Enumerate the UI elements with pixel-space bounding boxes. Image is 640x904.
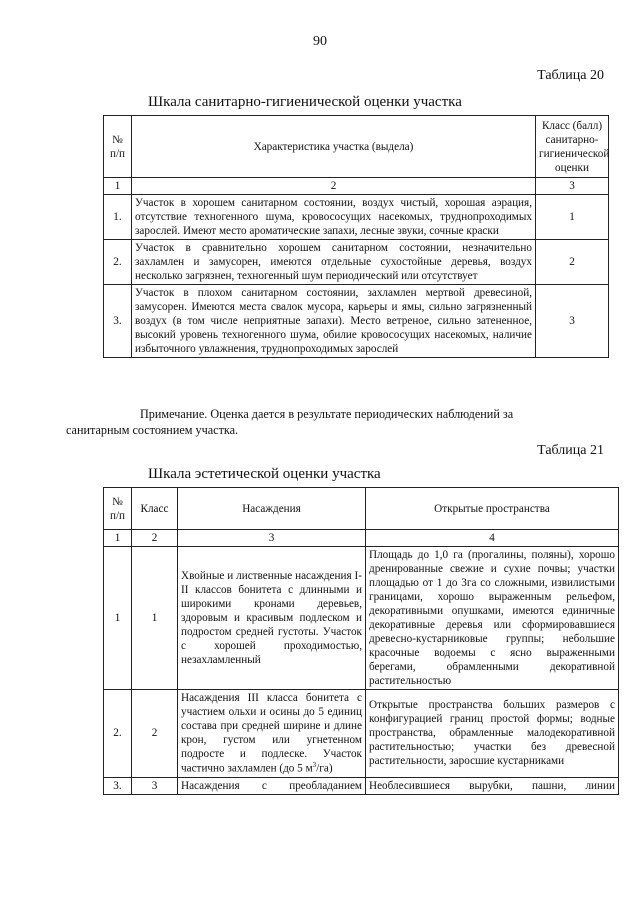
note bbox=[66, 406, 606, 439]
table-row bbox=[104, 777, 619, 794]
note-text: Примечание. Оценка дается в результате периодических наблюдений за bbox=[140, 407, 514, 421]
colnum: 4 bbox=[366, 530, 619, 547]
table-20-label: Таблица 20 bbox=[537, 68, 604, 83]
header-num: № п/п bbox=[104, 488, 132, 530]
colnum: 3 bbox=[178, 530, 366, 547]
table-row bbox=[104, 690, 619, 778]
row-num: 2. bbox=[104, 690, 132, 778]
row-text: Участок в хорошем санитарном состоянии, воздух чистый, хорошая аэрация, отсутствие техногенного шума, кровососущих насекомых, труднопроходимых зарослей. Имеют место ароматические запахи, лесные звуки, сочные краски bbox=[132, 195, 536, 240]
row-stands-text: Насаждения III класса бонитета с участием ольхи и осины до 5 единиц состава при средней ширине и длине крон, густом или угнетенном подросте и подлеске. Участок частично захламлен (до 5 м bbox=[181, 692, 362, 775]
row-stands bbox=[178, 690, 366, 778]
row-open-spaces: Открытые пространства больших размеров с конфигурацией границ простой формы; водные пространства, обрамленные малодекоративной растительностью; участки без древесной растительности, заросшие кустарниками bbox=[366, 690, 619, 778]
page-number: 90 bbox=[313, 34, 327, 49]
row-open-spaces: Площадь до 1,0 га (прогалины, поляны), хорошо дренированные свежие и сухие почвы; участки площадью от 1 до 3га со сложными, извилистыми границами, хорошо выраженным рельефом, декоративными опушками, имеются единичные декоративные деревья или сформировавшиеся древесно-кустарниковые группы; небольшие красочные водоемы с ясно выраженными берегами, обрамленными декоративной растительностью bbox=[366, 547, 619, 690]
header-class: Класс (балл) санитарно-гигиенической оценки bbox=[536, 116, 609, 178]
row-num: 2. bbox=[104, 240, 132, 285]
table-21-label: Таблица 21 bbox=[537, 443, 604, 458]
row-class: 2 bbox=[536, 240, 609, 285]
row-num: 1. bbox=[104, 195, 132, 240]
colnum: 3 bbox=[536, 178, 609, 195]
table-row bbox=[104, 547, 619, 690]
header-characteristic: Характеристика участка (выдела) bbox=[132, 116, 536, 178]
row-num: 3. bbox=[104, 285, 132, 358]
table-row bbox=[104, 195, 609, 240]
note-text-cont: санитарным состоянием участка. bbox=[66, 423, 239, 438]
table-20-colnum-row bbox=[104, 178, 609, 195]
colnum: 2 bbox=[132, 530, 178, 547]
table-21 bbox=[103, 487, 619, 795]
row-class: 2 bbox=[132, 690, 178, 778]
table-20-title: Шкала санитарно-гигиенической оценки участка bbox=[148, 94, 462, 110]
colnum: 2 bbox=[132, 178, 536, 195]
row-text: Участок в плохом санитарном состоянии, захламлен мертвой древесиной, замусорен. Имеются места свалок мусора, карьеры и ямы, сильно загрязненный воздух (в том числе неприятные запахи). Место ветреное, сильно затененное, высокий уровень техногенного шума, обилие кровососущих насекомых, наличие избыточного увлажнения, труднопроходимых зарослей bbox=[132, 285, 536, 358]
table-20 bbox=[103, 115, 609, 358]
row-stands: Хвойные и лиственные насаждения I-II классов бонитета с длинными и широкими кронами деревьев, здоровым и красивым подлеском и подростом средней густоты. Участок с хорошей проходимостью, незахламленный bbox=[178, 547, 366, 690]
table-row bbox=[104, 285, 609, 358]
table-20-header-row bbox=[104, 116, 609, 178]
row-class: 1 bbox=[536, 195, 609, 240]
row-num: 3. bbox=[104, 777, 132, 794]
table-21-header-row bbox=[104, 488, 619, 530]
row-stands-tail: /га) bbox=[316, 762, 333, 775]
row-text: Участок в сравнительно хорошем санитарном состоянии, незначительно захламлен и замусорен, имеются отдельные сухостойные деревья, воздух несколько загрязнен, техногенный шум периодический или отсутствует bbox=[132, 240, 536, 285]
header-class: Класс bbox=[132, 488, 178, 530]
header-open-spaces: Открытые пространства bbox=[366, 488, 619, 530]
superscript: 3 bbox=[312, 761, 317, 769]
table-row bbox=[104, 240, 609, 285]
row-class: 1 bbox=[132, 547, 178, 690]
header-stands: Насаждения bbox=[178, 488, 366, 530]
row-num: 1 bbox=[104, 547, 132, 690]
table-21-title: Шкала эстетической оценки участка bbox=[148, 466, 381, 482]
row-stands: Насаждения с преобладанием bbox=[178, 777, 366, 794]
table-21-colnum-row bbox=[104, 530, 619, 547]
row-open-spaces: Необлесившиеся вырубки, пашни, линии bbox=[366, 777, 619, 794]
colnum: 1 bbox=[104, 530, 132, 547]
colnum: 1 bbox=[104, 178, 132, 195]
header-num: № п/п bbox=[104, 116, 132, 178]
row-class: 3 bbox=[132, 777, 178, 794]
row-class: 3 bbox=[536, 285, 609, 358]
